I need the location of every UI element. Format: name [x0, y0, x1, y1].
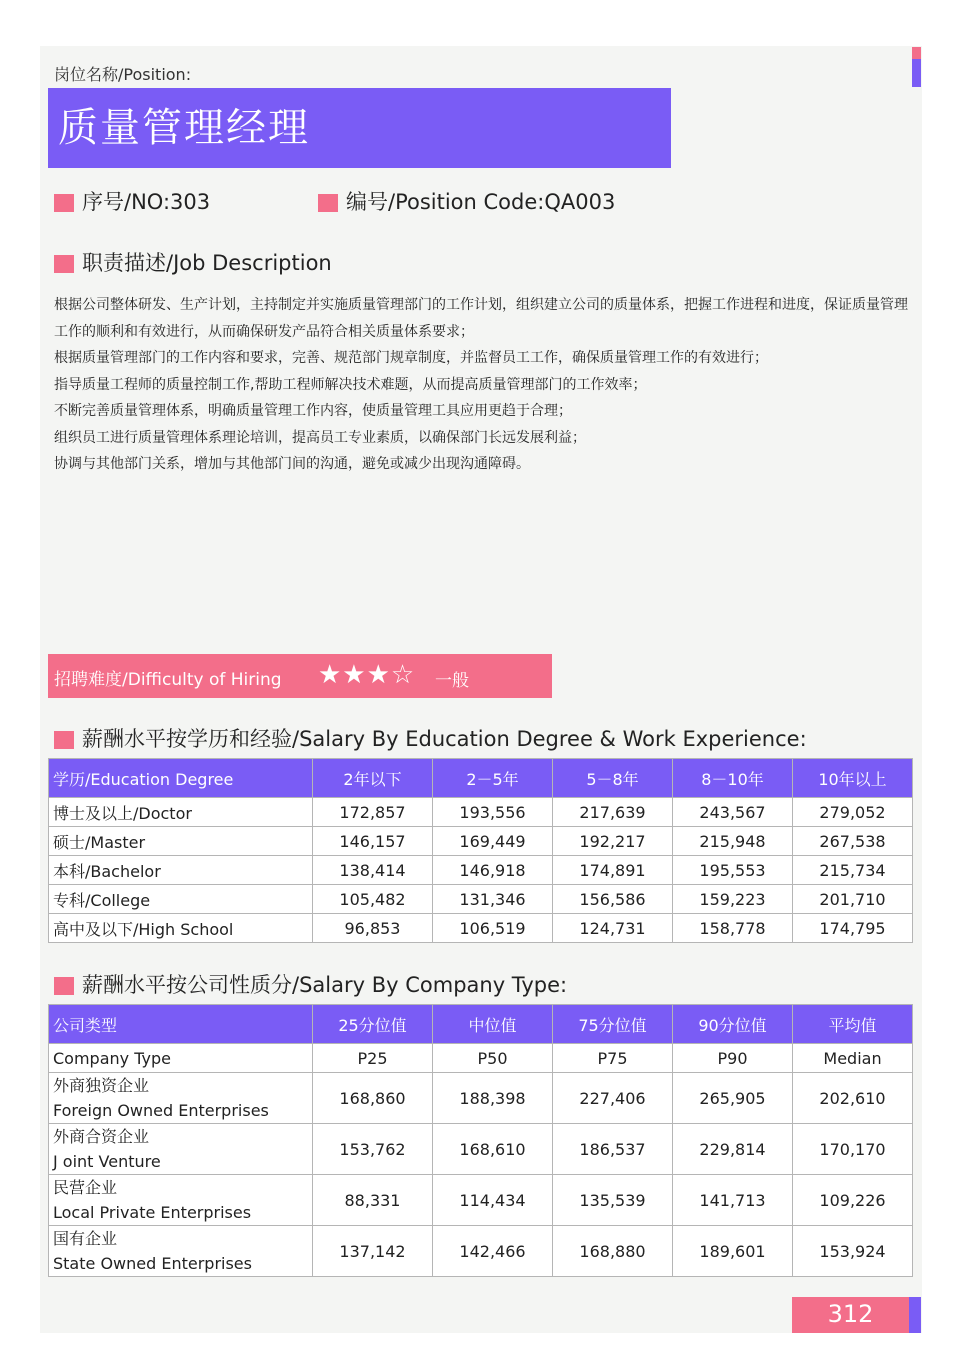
table-header-row — [49, 1005, 913, 1044]
table-row — [49, 1124, 913, 1175]
table-subheader-row — [49, 1044, 913, 1073]
page-number-accent — [909, 1297, 921, 1333]
table-cell: 142,466 — [433, 1226, 553, 1277]
table-cell: 135,539 — [553, 1175, 673, 1226]
column-header: 平均值 — [793, 1005, 913, 1044]
column-header: 8－10年 — [673, 759, 793, 798]
page-title: 质量管理经理 — [58, 105, 310, 151]
company-type-cn: 民营企业 — [53, 1178, 118, 1197]
company-type-en: Foreign Owned Enterprises — [53, 1101, 269, 1120]
table-cell: 137,142 — [313, 1226, 433, 1277]
table-cell: 229,814 — [673, 1124, 793, 1175]
table-cell: 201,710 — [793, 885, 913, 914]
table-row — [49, 914, 913, 943]
table-cell: 227,406 — [553, 1073, 673, 1124]
table-row — [49, 885, 913, 914]
bullet-square-icon — [54, 194, 74, 212]
table-cell: 124,731 — [553, 914, 673, 943]
table-cell: 215,734 — [793, 856, 913, 885]
column-header: 10年以上 — [793, 759, 913, 798]
table-cell: 217,639 — [553, 798, 673, 827]
difficulty-stars-icon: ★★★☆ — [318, 660, 416, 690]
table-cell: 高中及以下/High School — [49, 914, 313, 943]
table-cell: 156,586 — [553, 885, 673, 914]
position-number — [54, 186, 210, 216]
table-cell: 172,857 — [313, 798, 433, 827]
bullet-square-icon — [54, 255, 74, 273]
description-line: 根据质量管理部门的工作内容和要求，完善、规范部门规章制度，并监督员工工作，确保质量管理工作的有效进行； — [54, 350, 768, 366]
company-type-en: State Owned Enterprises — [53, 1254, 252, 1273]
table-row — [49, 1226, 913, 1277]
table-cell: 88,331 — [313, 1175, 433, 1226]
table-row — [49, 827, 913, 856]
position-code-text: 编号/Position Code:QA003 — [346, 190, 616, 214]
table-cell: 138,414 — [313, 856, 433, 885]
corner-accent — [912, 47, 921, 87]
position-label: 岗位名称/Position: — [54, 65, 192, 84]
bullet-square-icon — [54, 977, 74, 995]
table-cell: 188,398 — [433, 1073, 553, 1124]
table-cell: 109,226 — [793, 1175, 913, 1226]
description-line: 协调与其他部门关系，增加与其他部门间的沟通，避免或减少出现沟通障碍。 — [54, 456, 530, 472]
column-header: 2年以下 — [313, 759, 433, 798]
position-number-text: 序号/NO:303 — [82, 190, 211, 214]
table-cell: 153,924 — [793, 1226, 913, 1277]
company-type-cell — [49, 1073, 313, 1124]
table-cell: 146,157 — [313, 827, 433, 856]
table-cell: P25 — [313, 1044, 433, 1073]
column-header: 90分位值 — [673, 1005, 793, 1044]
column-header: 学历/Education Degree — [49, 759, 313, 798]
company-type-cn: 外商合资企业 — [53, 1127, 150, 1146]
table-cell: 106,519 — [433, 914, 553, 943]
table-cell: 168,610 — [433, 1124, 553, 1175]
job-description-heading-text: 职责描述/Job Description — [82, 251, 332, 275]
table-cell: 243,567 — [673, 798, 793, 827]
table-cell: 265,905 — [673, 1073, 793, 1124]
table-cell: 168,880 — [553, 1226, 673, 1277]
company-type-cell — [49, 1226, 313, 1277]
table-row — [49, 1073, 913, 1124]
table-cell: 170,170 — [793, 1124, 913, 1175]
description-line: 不断完善质量管理体系，明确质量管理工作内容，使质量管理工具应用更趋于合理； — [54, 403, 572, 419]
table-cell: 博士及以上/Doctor — [49, 798, 313, 827]
table-cell: P75 — [553, 1044, 673, 1073]
table-cell: 96,853 — [313, 914, 433, 943]
bullet-square-icon — [54, 731, 74, 749]
company-type-cell — [49, 1175, 313, 1226]
table-row — [49, 1175, 913, 1226]
table-cell: 141,713 — [673, 1175, 793, 1226]
salary-company-heading-text: 薪酬水平按公司性质分/Salary By Company Type: — [82, 973, 568, 997]
salary-education-table — [48, 758, 913, 943]
company-type-cn: 国有企业 — [53, 1229, 118, 1248]
bullet-square-icon — [318, 194, 338, 212]
salary-company-heading — [54, 969, 567, 999]
table-cell: 192,217 — [553, 827, 673, 856]
table-cell: 146,918 — [433, 856, 553, 885]
column-header: 2－5年 — [433, 759, 553, 798]
column-header: 公司类型 — [49, 1005, 313, 1044]
table-cell: 279,052 — [793, 798, 913, 827]
table-cell: 174,891 — [553, 856, 673, 885]
job-description-body — [54, 292, 912, 478]
table-cell: 专科/College — [49, 885, 313, 914]
table-cell: 本科/Bachelor — [49, 856, 313, 885]
table-cell: 189,601 — [673, 1226, 793, 1277]
description-line: 指导质量工程师的质量控制工作,帮助工程师解决技术难题，从而提高质量管理部门的工作效率； — [54, 376, 647, 393]
salary-education-heading-text: 薪酬水平按学历和经验/Salary By Education Degree & Work Experience: — [82, 727, 807, 751]
description-line: 组织员工进行质量管理体系理论培训，提高员工专业素质，以确保部门长远发展利益； — [54, 429, 586, 446]
company-type-en: Local Private Enterprises — [53, 1203, 252, 1222]
table-cell: 131,346 — [433, 885, 553, 914]
table-cell: P50 — [433, 1044, 553, 1073]
table-cell: 186,537 — [553, 1124, 673, 1175]
table-cell: 168,860 — [313, 1073, 433, 1124]
table-cell: 174,795 — [793, 914, 913, 943]
difficulty-label: 招聘难度/Difficulty of Hiring — [54, 670, 282, 690]
table-cell: 215,948 — [673, 827, 793, 856]
column-header: 中位值 — [433, 1005, 553, 1044]
table-cell: 153,762 — [313, 1124, 433, 1175]
table-header-row — [49, 759, 913, 798]
difficulty-level: 一般 — [435, 671, 469, 691]
table-cell: 169,449 — [433, 827, 553, 856]
table-cell: 105,482 — [313, 885, 433, 914]
column-header: 5－8年 — [553, 759, 673, 798]
company-type-en: J oint Venture — [53, 1152, 161, 1171]
salary-education-heading — [54, 723, 807, 753]
page-number: 312 — [827, 1300, 874, 1328]
column-header: 25分位值 — [313, 1005, 433, 1044]
table-cell: 193,556 — [433, 798, 553, 827]
table-cell: 114,434 — [433, 1175, 553, 1226]
description-line: 根据公司整体研发、生产计划，主持制定并实施质量管理部门的工作计划，组织建立公司的质量体系，把握工作进程和进度，保证质量管理工作的顺利和有效进行，从而确保研发产品符合相关质量体系要求； — [54, 297, 908, 340]
job-description-heading — [54, 247, 332, 277]
table-cell: P90 — [673, 1044, 793, 1073]
table-cell: 267,538 — [793, 827, 913, 856]
company-type-cn: 外商独资企业 — [53, 1076, 150, 1095]
company-type-cell — [49, 1124, 313, 1175]
table-row — [49, 856, 913, 885]
position-code — [318, 186, 615, 216]
salary-company-table — [48, 1004, 913, 1277]
table-cell: 159,223 — [673, 885, 793, 914]
table-cell: 158,778 — [673, 914, 793, 943]
table-cell: 195,553 — [673, 856, 793, 885]
table-row — [49, 798, 913, 827]
table-cell: 202,610 — [793, 1073, 913, 1124]
column-header: 75分位值 — [553, 1005, 673, 1044]
table-cell: Company Type — [49, 1044, 313, 1073]
table-cell: Median — [793, 1044, 913, 1073]
table-cell: 硕士/Master — [49, 827, 313, 856]
